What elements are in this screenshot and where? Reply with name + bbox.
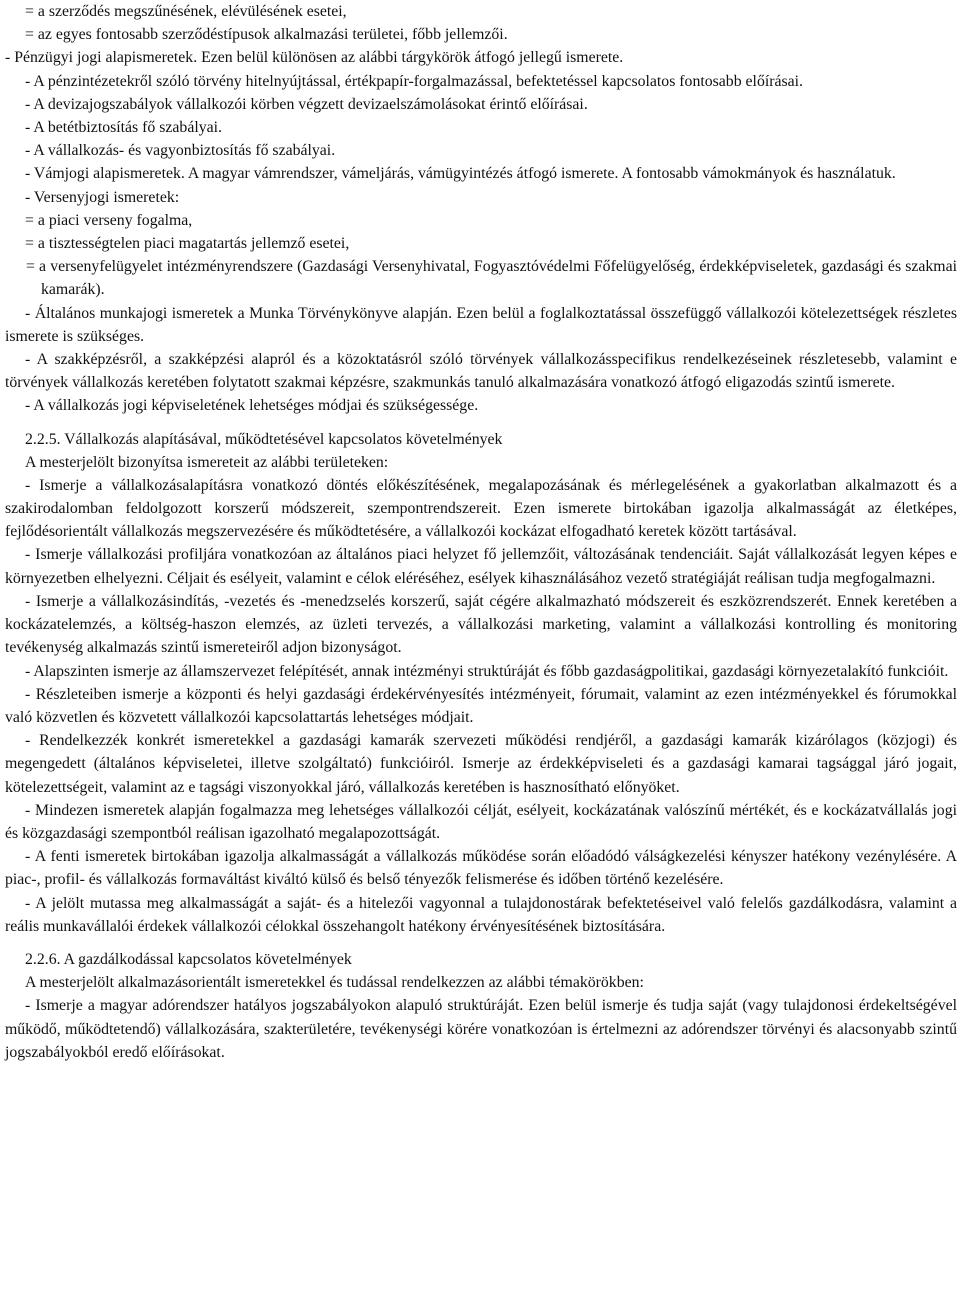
paragraph: - Általános munkajogi ismeretek a Munka Törvénykönyve alapján. Ezen belül a foglalkoztatással összefüggő vállalkozói kötelezettségek részletes ismerete is szükséges.	[5, 304, 957, 345]
section-heading: 2.2.6. A gazdálkodással kapcsolatos követelmények	[25, 950, 352, 968]
paragraph: - Mindezen ismeretek alapján fogalmazza meg lehetséges vállalkozói célját, esélyeit, kockázatának valószínű mértékét, és e kockázatvállalás jogi és közgazdasági szempontból reálisan igazolható megalapozottságát.	[5, 801, 957, 842]
paragraph: - A szakképzésről, a szakképzési alapról és a közoktatásról szóló törvények vállalkozásspecifikus rendelkezéseinek részletesebb, valamint e törvények vállalkozás keretében folytatott szakmai képzésre, szakmunkás tanuló alkalmazására vonatkozó átfogó eligazodás szintű ismerete.	[5, 350, 957, 392]
text-line: - Versenyjogi ismeretek:	[25, 188, 180, 206]
text-line: - A vállalkozás jogi képviseletének lehetséges módjai és szükségessége.	[25, 397, 479, 415]
text-line: = a szerződés megszűnésének, elévülésének esetei,	[25, 3, 347, 20]
document-page	[5, 0, 957, 1064]
paragraph: - A fenti ismeretek birtokában igazolja alkalmasságát a vállalkozás működése során előadódó válságkezelési kényszer hatékony vezénylésére. A piac-, profil- és vállalkozás formaváltást kiváltó külső és belső tényezők felismerése és időben történő kezelésére.	[5, 848, 957, 889]
text-line: A mesterjelölt bizonyítsa ismereteit az alábbi területeken:	[25, 453, 389, 471]
paragraph: - Ismerje a magyar adórendszer hatályos jogszabályokon alapuló struktúráját. Ezen belül ismerje és tudja saját (vagy tulajdonosi érdekeltségével működő, működtetendő) vállalkozására, szakterületére, tevékenységi körére vonatkozóan is értelmezni az adórendszer törvényi és alacsonyabb szintű jogszabályokból eredő előírásokat.	[5, 997, 957, 1061]
paragraph: - Részleteiben ismerje a központi és helyi gazdasági érdekérvényesítés intézményeit, fórumait, valamint az ezen intézményekkel és fórumokkal való közvetlen és közvetett vállalkozói kapcsolattartás lehetséges módjait.	[5, 685, 957, 726]
text-line: - A betétbiztosítás fő szabályai.	[25, 118, 222, 136]
paragraph: - Ismerje a vállalkozásindítás, -vezetés és -menedzselés korszerű, saját cégére alkalmazható módszereit és eszközrendszerét. Ennek keretében a kockázatelemzés, a költség-haszon elemzés, az üzleti tervezés, a vállalkozási marketing, valamint a vállalkozási kontrolling és monitoring tevékenység alkalmazás szintű ismereteiről adjon bizonyságot.	[5, 592, 957, 657]
paragraph: - Ismerje a vállalkozásalapításra vonatkozó döntés előkészítésének, megalapozásának és mérlegelésének a gyakorlatban alkalmazott és a szakirodalomban feldolgozott korszerű módszereit, szempontrendszereit. Ezen ismerete birtokában igazolja alkalmasságát az életképes, fejlődésorientált vállalkozás megszervezésére és működtetésére, a vállalkozói kockázat elfogadható keretek között tartásával.	[5, 476, 957, 541]
text-line: - Pénzügyi jogi alapismeretek. Ezen belül különösen az alábbi tárgykörök átfogó jellegű ismerete.	[5, 49, 624, 67]
paragraph: - A pénzintézetekről szóló törvény hitelnyújtással, értékpapír-forgalmazással, befektetéssel kapcsolatos fontosabb előírásai.	[25, 72, 804, 90]
section-heading: 2.2.5. Vállalkozás alapításával, működtetésével kapcsolatos követelmények	[25, 430, 503, 448]
text-line: A mesterjelölt alkalmazásorientált ismeretekkel és tudással rendelkezzen az alábbi témakörökben:	[25, 974, 644, 992]
paragraph: - Alapszinten ismerje az államszervezet felépítését, annak intézményi struktúráját és főbb gazdaságpolitikai, gazdasági környezetalakító funkcióit.	[25, 662, 949, 680]
spacer	[5, 938, 957, 948]
paragraph: = a versenyfelügyelet intézményrendszere (Gazdasági Versenyhivatal, Fogyasztóvédelmi Főfelügyelőség, érdekképviseletek, gazdasági és szakmai kamarák).	[26, 258, 957, 299]
text-line: = a piaci verseny fogalma,	[25, 211, 193, 229]
paragraph: - Ismerje vállalkozási profiljára vonatkozóan az általános piaci helyzet fő jellemzőit, változásának tendenciáit. Saját vállalkozását legyen képes e környezetben elhelyezni. Céljait és esélyeit, valamint e célok eléréséhez, esélyek kihasználásához vezető stratégiáját reálisan tudja megfogalmazni.	[5, 546, 957, 587]
text-line: = az egyes fontosabb szerződéstípusok alkalmazási területei, főbb jellemzői.	[25, 26, 508, 44]
text-line: - A devizajogszabályok vállalkozói körben végzett devizaelszámolásokat érintő előírásai.	[25, 95, 588, 113]
paragraph: - A jelölt mutassa meg alkalmasságát a saját- és a hitelezői vagyonnal a tulajdonostárak befektetéseivel való felelős gazdálkodásra, valamint a reális munkavállalói érdekek vállalkozói célokkal összehangolt hatékony érvényesítésének biztosítására.	[5, 894, 957, 935]
text-line: - A vállalkozás- és vagyonbiztosítás fő szabályai.	[25, 142, 336, 160]
spacer	[5, 418, 957, 428]
paragraph: - Vámjogi alapismeretek. A magyar vámrendszer, vámeljárás, vámügyintézés átfogó ismerete. A fontosabb vámokmányok és használatuk.	[25, 165, 896, 183]
paragraph: - Rendelkezzék konkrét ismeretekkel a gazdasági kamarák szervezeti működési rendjéről, a gazdasági kamarák kizárólagos (közjogi) és megengedett (általános képviseletei, illetve szolgáltató) funkcióiról. Ismerje az érdekképviseleti és a gazdasági kamarai tagsággal járó jogait, kötelezettségeit, valamint az e tagsági viszonyokkal járó, vállalkozás keretében is hasznosítható előnyöket.	[5, 732, 957, 796]
text-line: = a tisztességtelen piaci magatartás jellemző esetei,	[25, 234, 350, 252]
